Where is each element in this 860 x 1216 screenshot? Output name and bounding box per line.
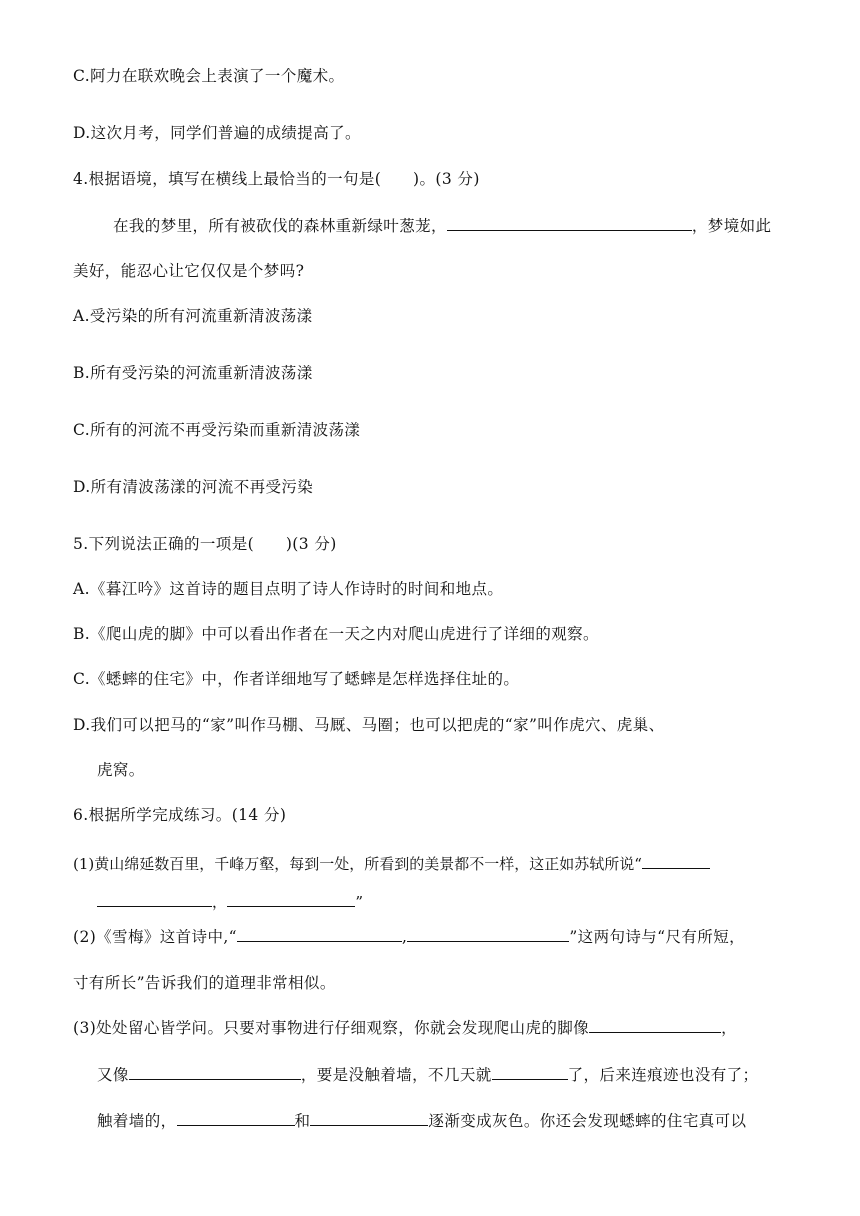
- question-5-option-d-continued: 虎窝。: [97, 761, 145, 779]
- answer-blank[interactable]: [97, 890, 212, 907]
- question-6-stem: 6.根据所学完成练习。(14 分): [73, 806, 287, 824]
- question-6-part-2-line-1: [73, 925, 745, 947]
- question-5-option-c: C.《蟋蟀的住宅》中，作者详细地写了蟋蟀是怎样选择住址的。: [73, 670, 520, 688]
- question-4-context-line-1: [113, 214, 771, 236]
- answer-blank[interactable]: [129, 1063, 301, 1080]
- part-3-text: 逐渐变成灰色。你还会发现蟋蟀的住宅真可以: [428, 1112, 747, 1130]
- question-4-option-b: B.所有受污染的河流重新清波荡漾: [73, 364, 313, 382]
- part-3-text: 触着墙的，: [97, 1112, 177, 1130]
- question-6-part-1-line-2: [97, 890, 363, 912]
- part-3-text: 和: [294, 1112, 311, 1130]
- question-6-part-2-line-2: 寸有所长”告诉我们的道理非常相似。: [73, 974, 336, 992]
- question-6-part-3-line-3: [97, 1109, 746, 1131]
- answer-blank[interactable]: [492, 1063, 568, 1080]
- question-4-context-line-2: 美好，能忍心让它仅仅是个梦吗?: [73, 262, 305, 280]
- part-3-text: (3)处处留心皆学问。只要对事物进行仔细观察，你就会发现爬山虎的脚像: [73, 1019, 590, 1037]
- question-4-option-c: C.所有的河流不再受污染而重新清波荡漾: [73, 421, 361, 439]
- part-2-text: (2)《雪梅》这首诗中,“: [73, 928, 238, 946]
- question-4-stem: 4.根据语境，填写在横线上最恰当的一句是( )。(3 分): [73, 170, 480, 188]
- question-5-option-d: D.我们可以把马的“家”叫作马棚、马厩、马圈；也可以把虎的“家”叫作虎穴、虎巢、: [73, 716, 665, 734]
- answer-blank[interactable]: [642, 852, 710, 869]
- blank-separator: ，: [212, 893, 228, 911]
- answer-blank[interactable]: [447, 214, 692, 231]
- question-6-part-3-line-2: [97, 1063, 758, 1085]
- question-3-option-c: C.阿力在联欢晚会上表演了一个魔术。: [73, 67, 345, 85]
- answer-blank[interactable]: [589, 1016, 721, 1033]
- quote-end: ”: [355, 893, 364, 911]
- question-4-option-d: D.所有清波荡漾的河流不再受污染: [73, 478, 314, 496]
- answer-blank[interactable]: [310, 1109, 428, 1126]
- answer-blank[interactable]: [177, 1109, 295, 1126]
- answer-blank[interactable]: [227, 890, 355, 907]
- blank-separator: ,: [402, 928, 408, 946]
- context-text: ，梦境如此: [691, 217, 772, 235]
- question-6-part-3-line-1: [73, 1016, 737, 1038]
- part-3-text: 又像: [97, 1066, 129, 1084]
- answer-blank[interactable]: [237, 925, 402, 942]
- context-text: 在我的梦里，所有被砍伐的森林重新绿叶葱茏，: [113, 217, 447, 235]
- part-2-text: ”这两句诗与“尺有所短，: [569, 928, 745, 946]
- question-5-stem: 5.下列说法正确的一项是( )(3 分): [73, 535, 337, 553]
- question-3-option-d: D.这次月考，同学们普遍的成绩提高了。: [73, 124, 361, 142]
- part-3-text: ，要是没触着墙，不几天就: [300, 1066, 492, 1084]
- question-6-part-1-line-1: [73, 852, 710, 874]
- part-3-text: ，: [721, 1019, 737, 1037]
- part-1-text: (1)黄山绵延数百里，千峰万壑，每到一处，所看到的美景都不一样，这正如苏轼所说“: [73, 855, 642, 873]
- question-5-option-a: A.《暮江吟》这首诗的题目点明了诗人作诗时的时间和地点。: [73, 580, 504, 598]
- question-5-option-b: B.《爬山虎的脚》中可以看出作者在一天之内对爬山虎进行了详细的观察。: [73, 625, 599, 643]
- answer-blank[interactable]: [407, 925, 569, 942]
- part-3-text: 了，后来连痕迹也没有了；: [567, 1066, 759, 1084]
- question-4-option-a: A.受污染的所有河流重新清波荡漾: [73, 307, 313, 325]
